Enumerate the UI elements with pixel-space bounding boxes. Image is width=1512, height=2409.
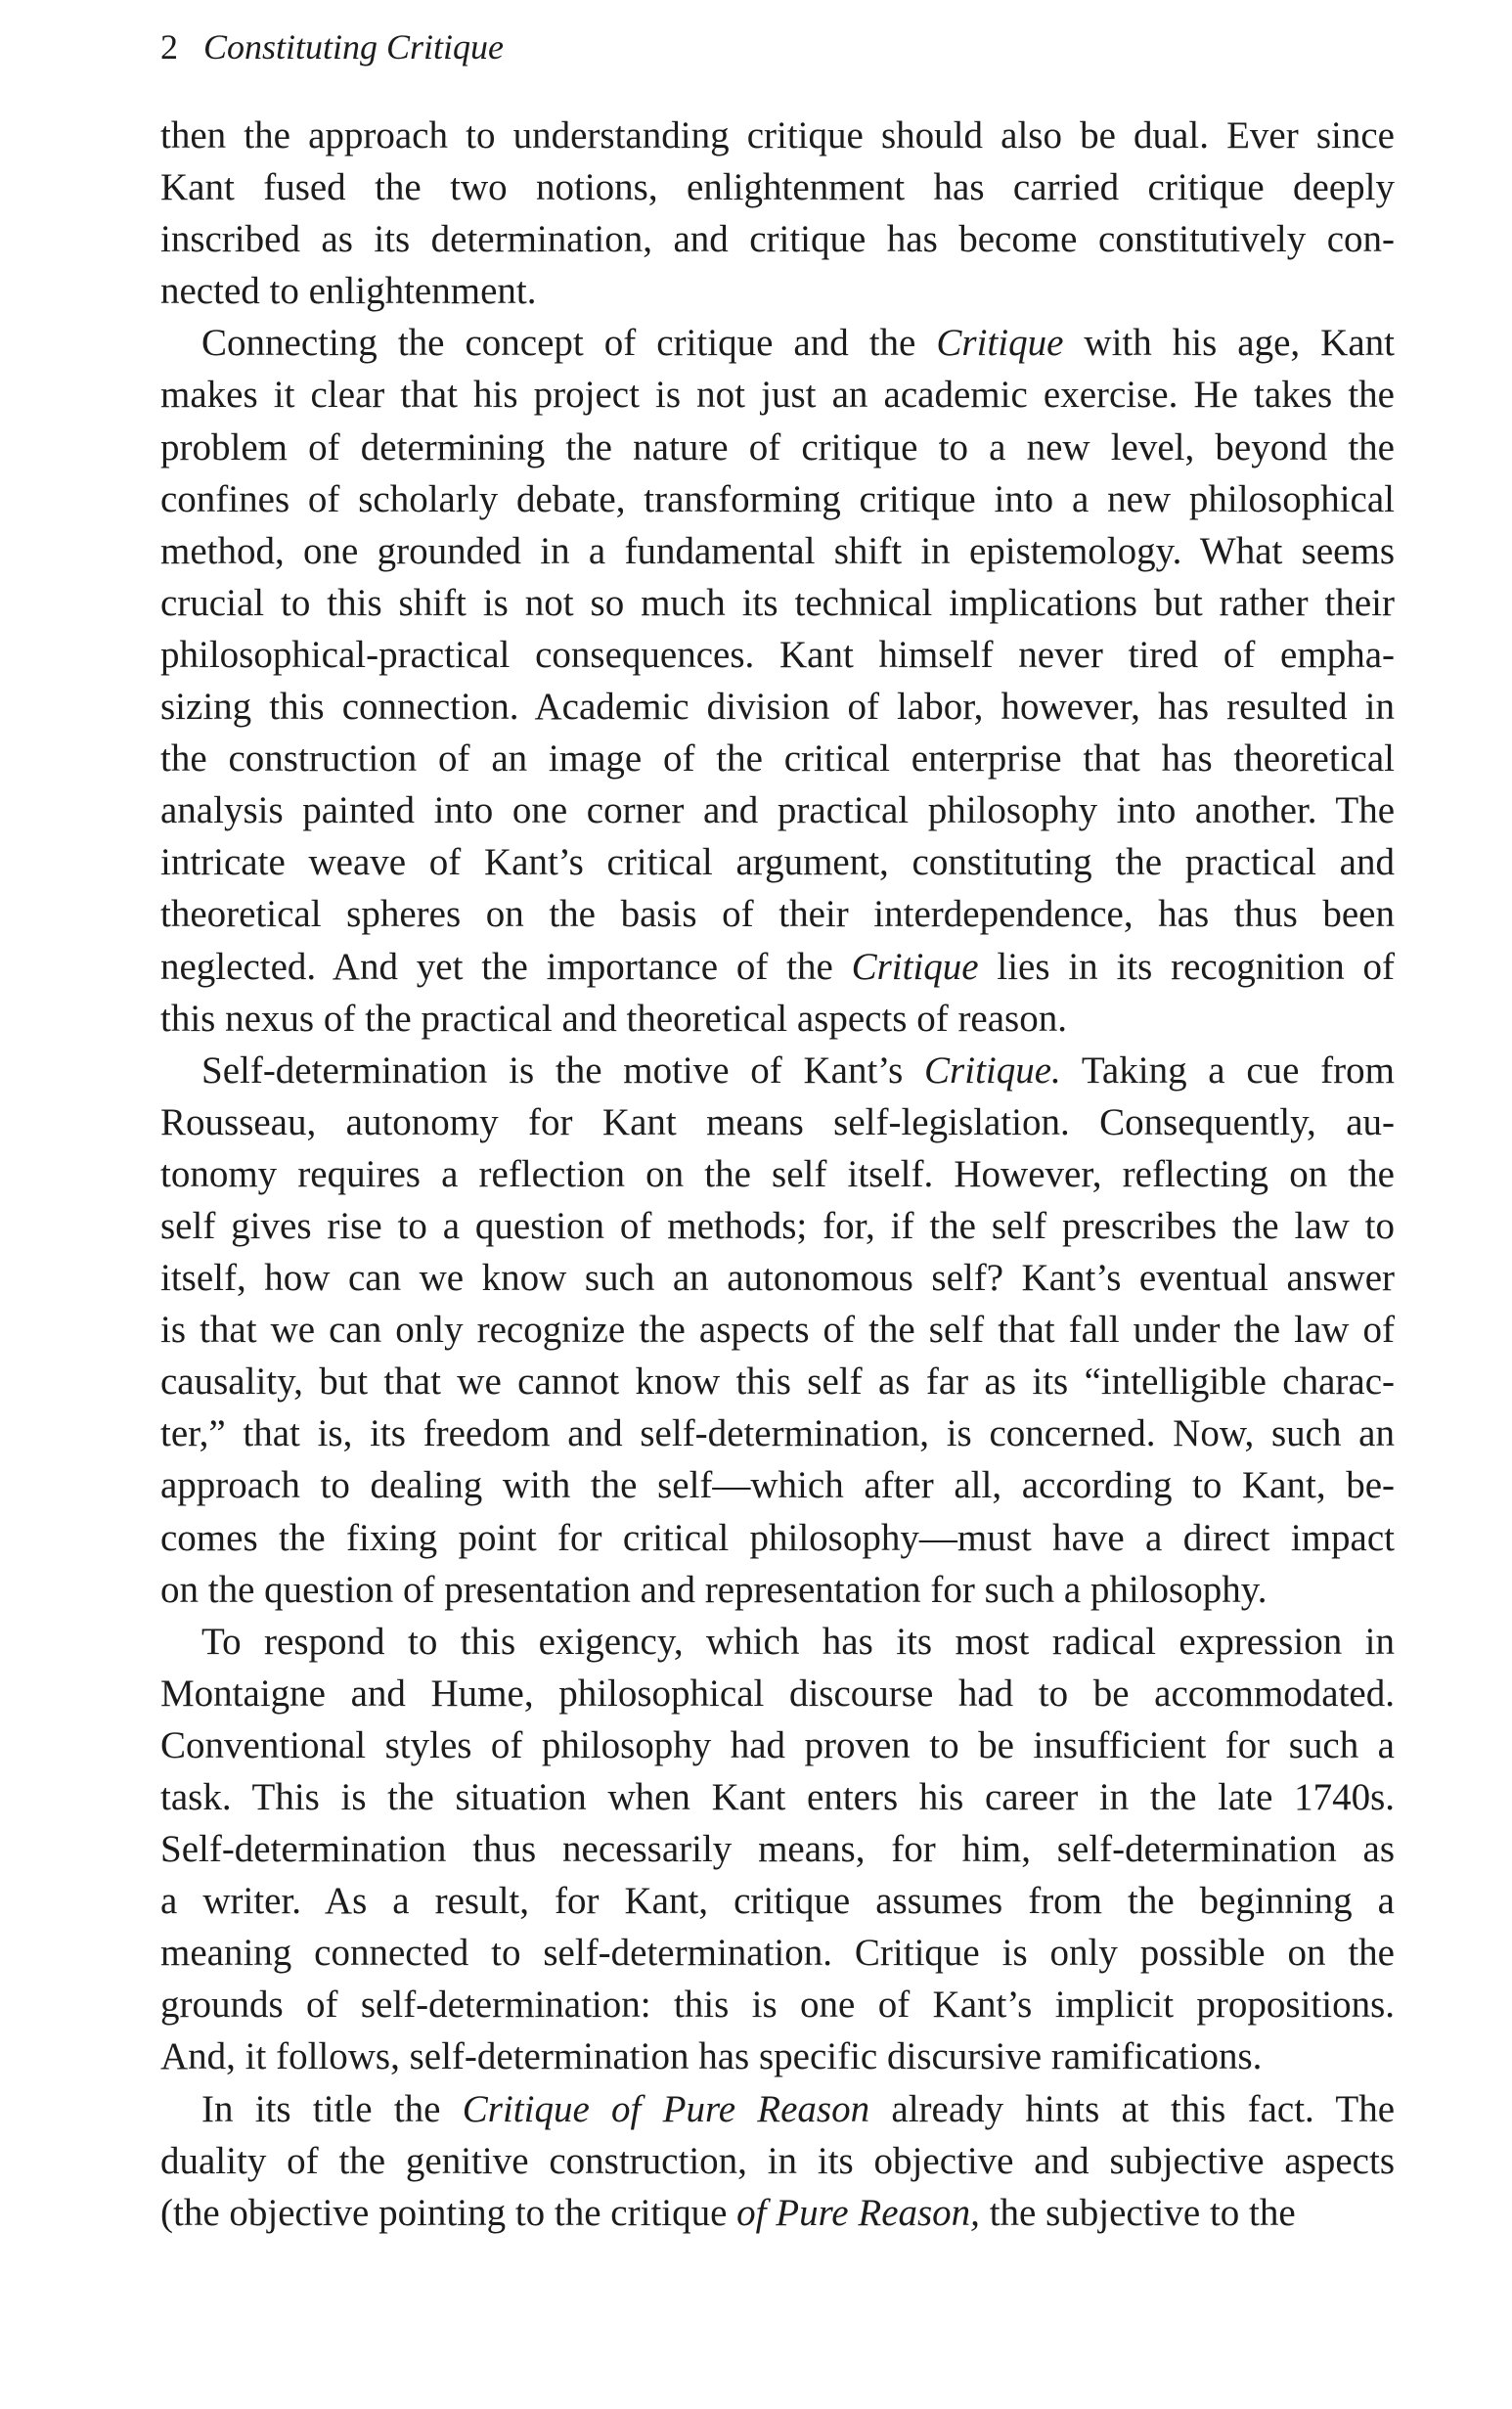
- text-run: duality of the genitive construction, in its objective and subjective aspects: [160, 2139, 1395, 2182]
- text-run: then the approach to understanding critique should also be dual. Ever since: [160, 114, 1395, 156]
- text-line: [160, 317, 1395, 369]
- text-line: [160, 473, 1395, 525]
- text-run: sizing this connection. Academic division of labor, however, has resulted in: [160, 686, 1395, 729]
- text-run: causality, but that we cannot know this self as far as its “intelligible charac-: [160, 1361, 1395, 1404]
- text-run: intricate weave of Kant’s critical argument, constituting the practical and: [160, 841, 1395, 884]
- text-line: [160, 1407, 1395, 1459]
- text-line: [160, 1719, 1395, 1771]
- text-run: lies in its recognition of: [978, 945, 1395, 988]
- text-line: [160, 1668, 1395, 1719]
- text-run: In its title the: [201, 2087, 463, 2130]
- text-run: inscribed as its determination, and critique has become constitutively con-: [160, 218, 1395, 261]
- text-line: [160, 941, 1395, 993]
- text-run: with his age, Kant: [1063, 322, 1395, 365]
- text-line: [160, 1823, 1395, 1875]
- text-run: Self-determination is the motive of Kant’s: [201, 1048, 925, 1092]
- text-run: on the question of presentation and representation for such a philosophy.: [160, 1568, 1267, 1611]
- text-run: itself, how can we know such an autonomous self? Kant’s eventual answer: [160, 1257, 1395, 1300]
- text-run: ter,” that is, its freedom and self-determination, is concerned. Now, such an: [160, 1412, 1395, 1455]
- text-run: self gives rise to a question of methods; for, if the self prescribes the law to: [160, 1204, 1395, 1247]
- text-run: is that we can only recognize the aspects of the self that fall under the law of: [160, 1309, 1395, 1352]
- text-line: [160, 2135, 1395, 2187]
- text-run: (the objective pointing to the critique: [160, 2191, 737, 2234]
- text-line: [160, 888, 1395, 940]
- italic-title: of Pure Reason,: [736, 2191, 980, 2234]
- text-run: this nexus of the practical and theoretical aspects of reason.: [160, 997, 1067, 1040]
- text-run: analysis painted into one corner and practical philosophy into another. The: [160, 789, 1395, 832]
- text-line: [160, 2030, 1395, 2082]
- text-line: [160, 110, 1395, 161]
- text-run: nected to enlightenment.: [160, 270, 537, 313]
- paragraph: [160, 1616, 1395, 2083]
- text-run: philosophical-practical consequences. Kant himself never tired of empha-: [160, 633, 1395, 676]
- italic-title: Critique: [851, 945, 979, 988]
- text-line: [160, 836, 1395, 888]
- text-line: [160, 2187, 1395, 2239]
- text-run: a writer. As a result, for Kant, critique assumes from the beginning a: [160, 1880, 1395, 1923]
- text-run: problem of determining the nature of critique to a new level, beyond the: [160, 425, 1395, 468]
- text-run: And, it follows, self-determination has specific discursive ramifications.: [160, 2035, 1263, 2078]
- text-run: grounds of self-determination: this is one of Kant’s implicit propositions.: [160, 1984, 1395, 2027]
- text-run: the subjective to the: [979, 2191, 1296, 2234]
- text-line: [160, 2083, 1395, 2135]
- text-line: [160, 577, 1395, 629]
- text-run: meaning connected to self-determination. Critique is only possible on the: [160, 1932, 1395, 1975]
- text-run: Rousseau, autonomy for Kant means self-legislation. Consequently, au-: [160, 1100, 1395, 1143]
- text-line: [160, 1148, 1395, 1200]
- text-line: [160, 1459, 1395, 1511]
- running-head-title: Constituting Critique: [203, 27, 505, 67]
- text-line: [160, 681, 1395, 733]
- text-run: already hints at this fact. The: [869, 2087, 1395, 2130]
- italic-title: Critique of Pure Reason: [462, 2087, 870, 2130]
- text-run: Self-determination thus necessarily means, for him, self-determination as: [160, 1828, 1395, 1871]
- text-run: Montaigne and Hume, philosophical discourse had to be accommodated.: [160, 1672, 1395, 1715]
- body-text: [160, 110, 1395, 2239]
- text-line: [160, 629, 1395, 681]
- text-line: [160, 422, 1395, 473]
- text-run: Taking a cue from: [1060, 1048, 1395, 1092]
- text-run: the construction of an image of the critical enterprise that has theoretical: [160, 737, 1395, 781]
- text-run: neglected. And yet the importance of the: [160, 945, 852, 988]
- text-line: [160, 1875, 1395, 1927]
- paragraph: [160, 2083, 1395, 2239]
- text-run: task. This is the situation when Kant enters his career in the late 1740s.: [160, 1776, 1395, 1818]
- text-run: tonomy requires a reflection on the self itself. However, reflecting on the: [160, 1152, 1395, 1195]
- text-line: [160, 1045, 1395, 1096]
- text-line: [160, 213, 1395, 265]
- text-line: [160, 1356, 1395, 1407]
- text-run: Conventional styles of philosophy had proven to be insufficient for such a: [160, 1723, 1395, 1766]
- text-run: approach to dealing with the self—which after all, according to Kant, be-: [160, 1464, 1395, 1507]
- text-line: [160, 1979, 1395, 2030]
- text-run: Connecting the concept of critique and the: [201, 322, 937, 365]
- text-line: [160, 1200, 1395, 1252]
- text-line: [160, 369, 1395, 421]
- text-line: [160, 733, 1395, 784]
- text-run: theoretical spheres on the basis of their interdependence, has thus been: [160, 893, 1395, 936]
- text-line: [160, 265, 1395, 317]
- italic-title: Critique.: [924, 1048, 1061, 1092]
- text-line: [160, 1096, 1395, 1148]
- running-head: [160, 23, 504, 70]
- text-line: [160, 1616, 1395, 1668]
- text-run: comes the fixing point for critical philosophy—must have a direct impact: [160, 1516, 1395, 1559]
- text-line: [160, 1927, 1395, 1979]
- paragraph: [160, 110, 1395, 317]
- text-line: [160, 1304, 1395, 1356]
- text-run: confines of scholarly debate, transforming critique into a new philosophical: [160, 477, 1395, 520]
- text-line: [160, 1512, 1395, 1564]
- text-line: [160, 993, 1395, 1045]
- text-line: [160, 1252, 1395, 1304]
- text-run: crucial to this shift is not so much its technical implications but rather their: [160, 581, 1395, 624]
- italic-title: Critique: [936, 322, 1064, 365]
- text-run: Kant fused the two notions, enlightenment has carried critique deeply: [160, 166, 1395, 209]
- text-line: [160, 784, 1395, 836]
- paragraph: [160, 317, 1395, 1044]
- text-line: [160, 525, 1395, 577]
- text-run: makes it clear that his project is not just an academic exercise. He takes the: [160, 374, 1395, 417]
- text-run: method, one grounded in a fundamental shift in epistemology. What seems: [160, 529, 1395, 572]
- text-run: To respond to this exigency, which has its most radical expression in: [201, 1620, 1395, 1663]
- paragraph: [160, 1045, 1395, 1616]
- text-line: [160, 1564, 1395, 1616]
- text-line: [160, 1771, 1395, 1823]
- page-number: 2: [160, 27, 178, 67]
- text-line: [160, 161, 1395, 213]
